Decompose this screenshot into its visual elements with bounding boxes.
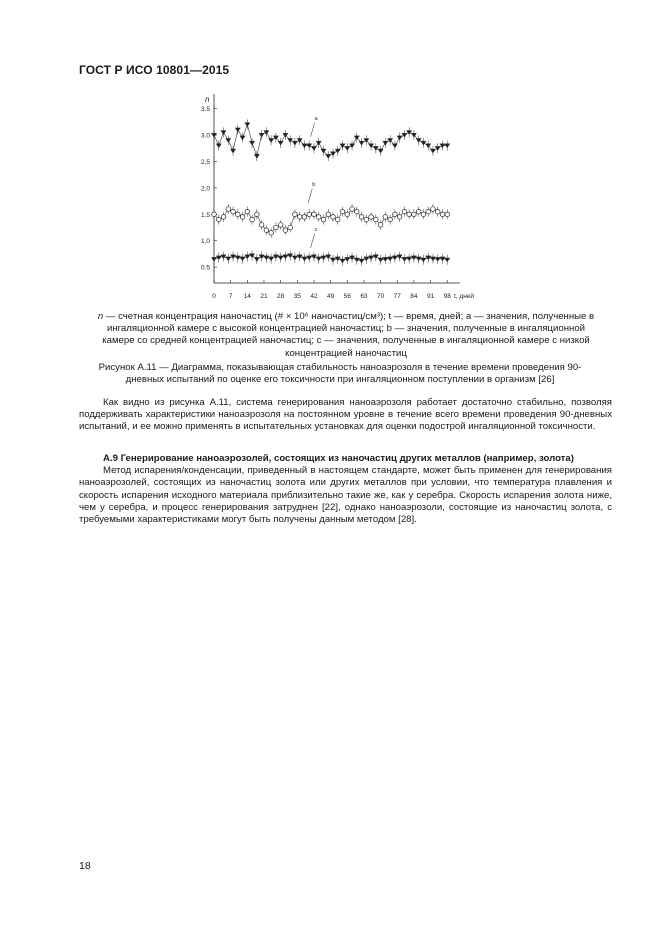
data-point [416,138,421,142]
data-point [435,146,440,150]
data-point [302,257,307,261]
x-tick-label: 63 [360,293,368,300]
data-point [269,257,274,261]
data-point [359,215,364,220]
y-tick-label: 1,0 [200,238,210,246]
data-point [245,209,250,214]
data-point [445,212,450,217]
data-point [288,225,293,230]
annotation-arrow [311,123,315,137]
x-tick-label: 35 [293,293,301,300]
data-point [221,131,226,135]
data-point [297,215,302,220]
data-point [302,215,307,220]
data-point [430,149,435,153]
data-point [345,212,350,217]
x-tick-label: 98 [443,293,451,300]
figure-a11-chart [190,88,490,308]
annotation-arrow [308,189,312,203]
y-axis-label: n [205,95,210,104]
data-point [393,212,398,217]
x-tick-label: 49 [327,293,335,300]
annotation-label: c [314,226,318,233]
section-heading: А.9 Генерирование наноаэрозолей, состоящих из наночастиц других металлов (например, золота) [103,453,574,464]
data-point [316,215,321,220]
x-tick-label: 91 [426,293,435,300]
data-point [378,223,383,228]
section-a9 [79,453,612,526]
data-point [368,144,373,148]
data-point [235,128,240,132]
data-point [226,138,231,142]
data-point [254,257,259,261]
data-point [359,259,364,263]
y-tick-label: 2,5 [200,158,210,166]
x-tick-label: 0 [212,293,216,300]
data-point [421,212,426,217]
data-point [269,230,274,235]
section-body [79,465,612,526]
data-point [216,217,221,222]
data-point [259,133,264,137]
data-point [340,209,345,214]
series-a-line [214,124,447,156]
data-point [269,138,274,142]
data-point [283,228,288,233]
data-point [364,257,369,261]
data-point [340,144,345,148]
data-point [388,217,393,222]
data-point [240,136,245,140]
x-tick-label: 56 [343,293,351,300]
data-point [274,225,279,230]
data-point [216,144,221,148]
chart-annotations [308,116,318,248]
data-point [335,149,340,153]
data-point [407,212,412,217]
x-tick-label: 42 [310,293,318,300]
data-point [383,141,388,145]
y-tick-label: 3.0 [200,132,210,140]
y-tick-label: 2,0 [200,185,210,193]
data-point [307,212,312,217]
data-point [349,256,354,260]
data-point [255,212,260,217]
data-point [330,258,335,262]
data-point [330,152,335,156]
data-point [312,212,317,217]
data-point [364,217,369,222]
data-point [349,144,354,148]
data-point [402,257,407,261]
document-header: ГОСТ Р ИСО 10801—2015 [79,63,230,77]
data-point [426,209,431,214]
data-point [278,223,283,228]
x-tick-label: 84 [410,293,418,300]
figure-legend [96,311,596,360]
data-point [431,207,436,212]
data-point [435,257,440,261]
x-tick-label: 14 [243,293,251,300]
data-point [288,138,293,142]
data-point [264,228,269,233]
data-point [412,212,417,217]
annotation-arrow [311,234,315,248]
annotation-label: b [312,181,316,188]
data-point [359,141,364,145]
data-point [236,212,241,217]
data-point [278,141,283,145]
legend-text: — счетная концентрация наночастиц (# × 10⁶ наночастиц/см³); t — время, дней; a — значения, полученные в ингаляционной камере с высокой концентрацией наночастиц; b — значения, полученные в ингаляционной камере со средней концентрацией наночастиц; c — значения, полученные в ингаляционной камере с низкой концентрацией наночастиц [102,311,595,359]
data-point [350,207,355,212]
y-tick-label: 0.5 [200,264,210,272]
data-point [231,209,236,214]
data-point [264,131,269,135]
data-point [278,256,283,260]
data-point [355,209,360,214]
data-point [292,141,297,145]
data-point [240,215,245,220]
data-point [402,133,407,137]
data-point [230,149,235,153]
data-point [321,217,326,222]
data-point [373,146,378,150]
data-point [445,258,450,262]
data-point [331,215,336,220]
x-tick-label: 7 [228,293,233,300]
data-point [226,207,231,212]
data-point [416,209,421,214]
data-point [402,209,407,214]
data-point [254,154,259,158]
paragraph-stability [79,397,612,434]
data-point [397,215,402,220]
data-point [292,256,297,260]
paragraph-stability-text: Как видно из рисунка А.11, система генерирования наноаэрозоля работает достаточно стабильно, позволяя поддерживать характеристики наноаэрозоля на постоянном уровне в течение всего времени проведения 90-дневных испытаний, и ее можно применять в испытательных установках для оценки подострой ингаляционной токсичности. [79,397,612,433]
data-point [249,141,254,145]
data-point [293,212,298,217]
data-point [369,215,374,220]
data-point [378,149,383,153]
data-point [326,154,331,158]
data-point [212,212,217,217]
legend-n-symbol: n [97,311,104,322]
data-point [221,215,226,220]
data-point [226,257,231,261]
data-point [316,257,321,261]
figure-caption: Рисунок А.11 — Диаграмма, показывающая стабильность нанoаэрозоля в течение времени проведения 90-дневных испытаний по оценке его токсичности при ингаляционном поступлении в организм [26] [98,362,582,386]
annotation-label: a [314,115,318,122]
series-b [212,204,450,238]
y-tick-label: 3.5 [200,106,210,114]
data-point [345,257,350,261]
x-tick-label: 70 [376,293,385,300]
data-point [245,123,250,127]
page-number: 18 [79,860,91,872]
x-tick-label: 28 [277,293,285,300]
data-point [383,215,388,220]
x-tick-label: 77 [393,293,401,300]
data-point [326,212,331,217]
data-point [335,217,340,222]
data-point [311,146,316,150]
data-point [421,258,426,262]
x-axis-label: t, дней [454,293,475,300]
data-point [211,257,216,261]
data-point [245,255,250,259]
data-point [440,212,445,217]
chart-axes [201,94,474,300]
y-tick-label: 1.5 [200,211,210,219]
data-point [340,259,345,263]
data-point [259,223,264,228]
data-point [240,257,245,261]
section-body-text: Метод испарения/конденсации, приведенный в настоящем стандарте, может быть применен для генерирования наноаэрозолей, состоящих из наночастиц золота или других металлов при условии, что температура плавления и скорость испарения исходного материала приблизительно такие же, как у серебра. Скорость испарения золота ниже, чем у серебра, и процесс генерирования затруднен [22], однако наноаэрозоли, состоящие из наночастиц золота, с требуемыми характеристиками могут быть получены данным методом [28]. [79,465,612,526]
data-point [407,131,412,135]
data-point [216,256,221,260]
series-a [211,119,449,161]
data-point [397,136,402,140]
data-point [378,258,383,262]
x-tick-label: 21 [260,293,268,300]
data-point [435,209,440,214]
data-point [392,144,397,148]
series-c [211,251,449,266]
data-point [250,217,255,222]
chart-series [211,119,449,265]
data-point [421,141,426,145]
data-point [345,146,350,150]
data-point [374,217,379,222]
